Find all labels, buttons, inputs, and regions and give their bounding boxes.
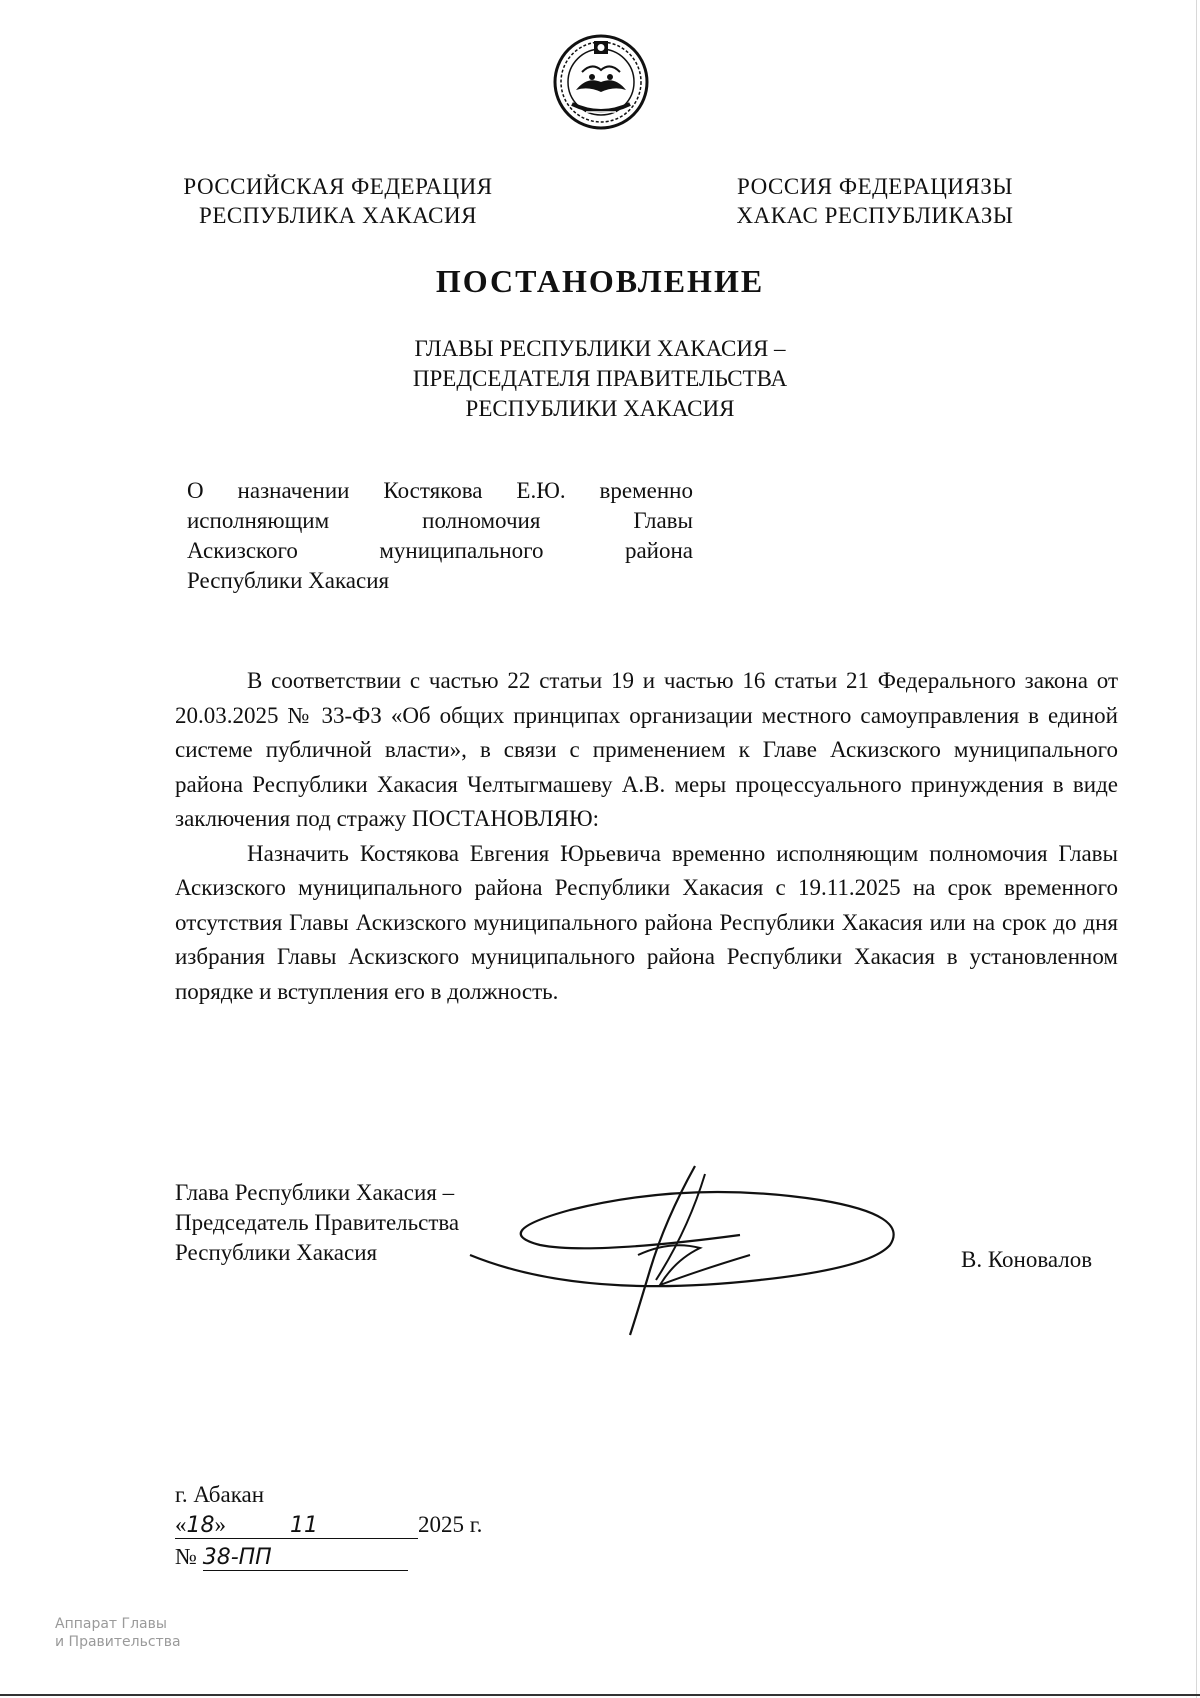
subject-line3: Аскизского муниципального района [187,538,693,563]
header-left-line1: РОССИЙСКАЯ ФЕДЕРАЦИЯ [183,174,493,199]
date-close-quote: » [214,1512,226,1537]
stamp-line1: Аппарат Главы [55,1616,167,1632]
issuer-subtitle [300,334,900,424]
document-subject [187,476,693,596]
document-number [175,1544,408,1571]
subject-line4: Республики Хакасия [187,568,390,593]
date-year: 2025 г. [418,1512,483,1537]
subject-line1: О назначении Костякова Е.Ю. временно [187,478,693,503]
date-open-quote: « [175,1512,187,1537]
scan-edge-right [1196,0,1197,1698]
signer-name: В. Коновалов [961,1247,1093,1272]
date-day-field [175,1512,280,1539]
date-month: 11 [290,1513,318,1538]
coat-of-arms-emblem [552,32,650,132]
document-body [175,664,1118,1009]
number-field [203,1544,408,1571]
stamp-line2: и Правительства [55,1634,181,1650]
signatory-title-line1: Глава Республики Хакасия – [175,1180,455,1205]
signatory-title [175,1178,459,1268]
signatory-title-line3: Республики Хакасия [175,1240,378,1265]
header-right-line2: ХАКАС РЕСПУБЛИКАЗЫ [736,203,1014,228]
issue-place: г. Абакан [175,1482,265,1507]
date-month-field [280,1512,418,1539]
signatory-title-line2: Председатель Правительства [175,1210,460,1235]
issuer-line2: ПРЕДСЕДАТЕЛЯ ПРАВИТЕЛЬСТВА [412,366,788,391]
issuer-line3: РЕСПУБЛИКИ ХАКАСИЯ [465,396,735,421]
body-paragraph-2: Назначить Костякова Евгения Юрьевича временно исполняющим полномочия Главы Аскизского муниципального района Республики Хакасия с 19.11.2025 на срок временного отсутствия Главы Аскизского муниципального района Республики Хакасия или на срок до дня избрания Главы Аскизского муниципального района Республики Хакасия в установленном порядке и вступления его в должность. [175,840,1118,1004]
issuer-line1: ГЛАВЫ РЕСПУБЛИКИ ХАКАСИЯ – [414,336,786,361]
office-stamp-text [55,1615,181,1651]
scan-edge-bottom [0,1694,1200,1696]
header-left-line2: РЕСПУБЛИКА ХАКАСИЯ [199,203,477,228]
document-type-title: ПОСТАНОВЛЕНИЕ [435,263,765,299]
header-russian [168,172,508,230]
number-value: 38-ПП [202,1545,272,1570]
header-khakas [712,172,1038,230]
handwritten-signature [460,1160,940,1340]
number-prefix: № [175,1544,197,1569]
subject-line2: исполняющим полномочия Главы [187,508,693,533]
body-paragraph-1: В соответствии с частью 22 статьи 19 и частью 16 статьи 21 Федерального закона от 20.03.2025 № 33-ФЗ «Об общих принципах организации местного самоуправления в единой системе публичной власти», в связи с применением к Главе Аскизского муниципального района Республики Хакасия Челтыгмашеву А.В. меры процессуального принуждения в виде заключения под стражу ПОСТАНОВЛЯЮ: [175,668,1118,831]
date-day: 18 [186,1513,215,1538]
header-right-line1: РОССИЯ ФЕДЕРАЦИЯЗЫ [737,174,1013,199]
issue-date [175,1512,482,1539]
